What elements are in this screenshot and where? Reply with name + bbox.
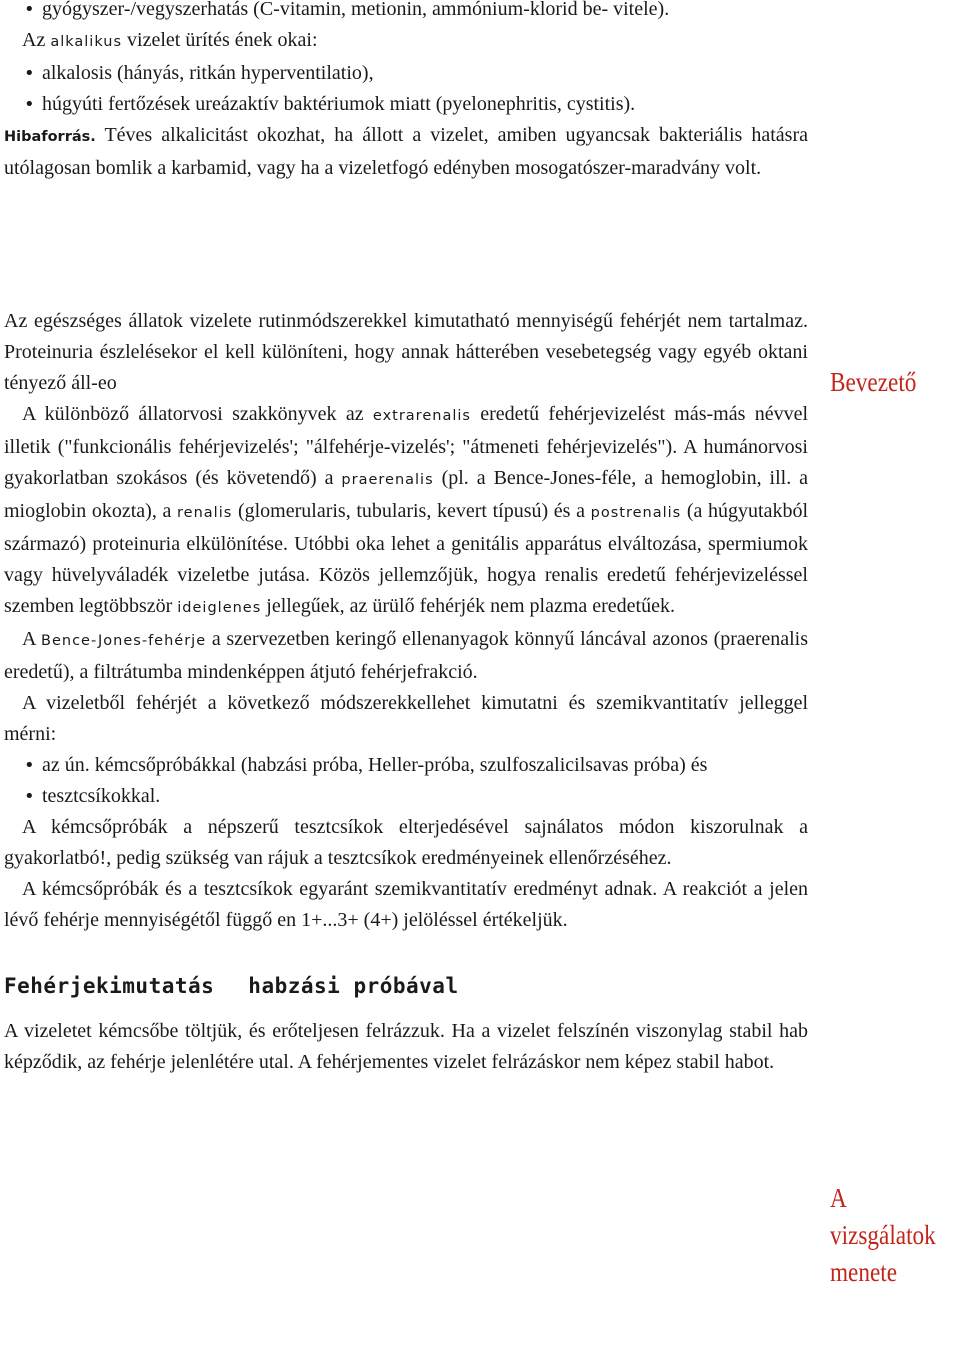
side-label-procedure: A vizsgálatok menete — [830, 1183, 936, 1287]
list-item-infection: • húgyúti fertőzések ureázaktív baktériumok miatt (pyelonephritis, cystitis). — [4, 89, 808, 120]
section-spacer — [4, 936, 808, 971]
text-fragment: Az — [22, 29, 46, 51]
alkaline-causes-intro — [4, 25, 808, 58]
error-source-text: Téves alkalicitást okozhat, ha állott a vizelet, amiben ugyancsak bakteriális hatásra utólagosan bomlik a karbamid, vagy ha a vizeletfogó edényben mosogatószer-maradvány volt. — [4, 124, 808, 179]
text-fragment: jellegűek, az ürülő fehérjék nem plazma eredetűek. — [266, 595, 675, 617]
text-fragment: a szervezetben keringő ellenanyagok könnyű láncával azonos (praerenalis eredetű), a filtrátumba mindenképpen átjutó fehérjefrakció. — [4, 628, 808, 683]
text-fragment: A — [22, 628, 36, 650]
section-spacer — [4, 184, 808, 306]
text-fragment: eredetű fehérjevizelést más-más névvel illetik ("funkcionális fehérjevizelés'; "álfehérje-vizelés'; "átmeneti fehérjevizelés"). A humánorvosi gyakorlatban szokásos (és követendő) a — [4, 403, 809, 489]
term-postrenalis: postrenalis — [590, 505, 682, 521]
text-fragment: (a húgyutakból származó) proteinuria elkülönítése. Utóbbi oka lehet a genitális apparátus elváltozása, spermiumok vagy hüvelyváladék vizeletbe jutása. Közös jellemzőjük, hogya renalis eredetű fehérjevizeléssel szemben legtöbbször — [4, 500, 809, 617]
list-item-text-continued: vitele). — [613, 0, 670, 20]
section-heading-foam-test — [4, 971, 808, 1002]
text-fragment: A különböző állatorvosi szakkönyvek az — [22, 403, 364, 425]
heading-part: Fehérjekimutatás — [4, 974, 215, 998]
term-praerenalis: praerenalis — [341, 472, 434, 488]
term-extrarenalis: extrarenalis — [372, 408, 471, 424]
list-item-drug-effect — [4, 0, 808, 25]
text-fragment: vizelet ürítés ének okai: — [127, 29, 318, 51]
error-source-label: Hibaforrás. — [4, 129, 96, 145]
error-source-paragraph — [4, 120, 808, 184]
intro-paragraph-1: Az egészséges állatok vizelete rutinmódszerekkel kimutatható mennyiségű fehérjét nem tartalmaz. Proteinuria észlelésekor el kell különíteni, hogy annak hátterében vesebetegség vagy egyéb oktani tényező áll-eo — [4, 310, 808, 394]
term-renalis: renalis — [177, 505, 233, 521]
term-alkalikus: alkalikus — [50, 34, 123, 50]
side-label-intro: Bevezető — [830, 367, 917, 397]
procedure-paragraph-1: A vizeletet kémcsőbe töltjük, és erőteljesen felrázzuk. Ha a vizelet felszínén viszonylag stabil hab képződik, az fehérje jelenlétére utal. A fehérjementes vizelet felrázáskor nem képez stabil habot. — [4, 1020, 808, 1073]
term-bence-jones: Bence-Jones-fehérje — [41, 633, 207, 649]
list-item-alkalosis: • alkalosis (hányás, ritkán hyperventilatio), — [4, 58, 808, 89]
intro-paragraph-3 — [4, 624, 808, 688]
intro-paragraph-4: A vizeletből fehérjét a következő módszerekkellehet kimutatni és szemikvantitatív jelleggel mérni: — [4, 692, 808, 745]
heading-part: habzási próbával — [248, 974, 459, 998]
document-body — [4, 0, 808, 1078]
intro-paragraph-5: A kémcsőpróbák a népszerű tesztcsíkok elterjedésével sajnálatos módon kiszorulnak a gyakorlatbó!, pedig szükség van rájuk a tesztcsíkok eredményeinek ellenőrzéséhez. — [4, 816, 808, 869]
intro-paragraph-2 — [4, 399, 808, 624]
section-spacer — [4, 1002, 808, 1016]
intro-paragraph-6: A kémcsőpróbák és a tesztcsíkok egyaránt szemikvantitatív eredményt adnak. A reakciót a jelen lévő fehérje mennyiségétől függő en 1+...3+ (4+) jelöléssel értékeljük. — [4, 878, 808, 931]
term-ideiglenes: ideiglenes — [177, 600, 262, 616]
list-item-test-strips: • tesztcsíkokkal. — [4, 781, 808, 812]
list-item-tube-tests: • az ún. kémcsőpróbákkal (habzási próba, Heller-próba, szulfoszalicilsavas próba) és — [4, 750, 808, 781]
text-fragment: (glomerularis, tubularis, kevert típusú) és a — [237, 500, 585, 522]
text-fragment: (pl. a Bence-Jones-féle, a hemoglobin, ill. a mioglobin okozta), a — [4, 467, 809, 522]
list-item-text: gyógyszer-/vegyszerhatás (C-vitamin, metionin, ammónium-klorid be- — [42, 0, 609, 20]
